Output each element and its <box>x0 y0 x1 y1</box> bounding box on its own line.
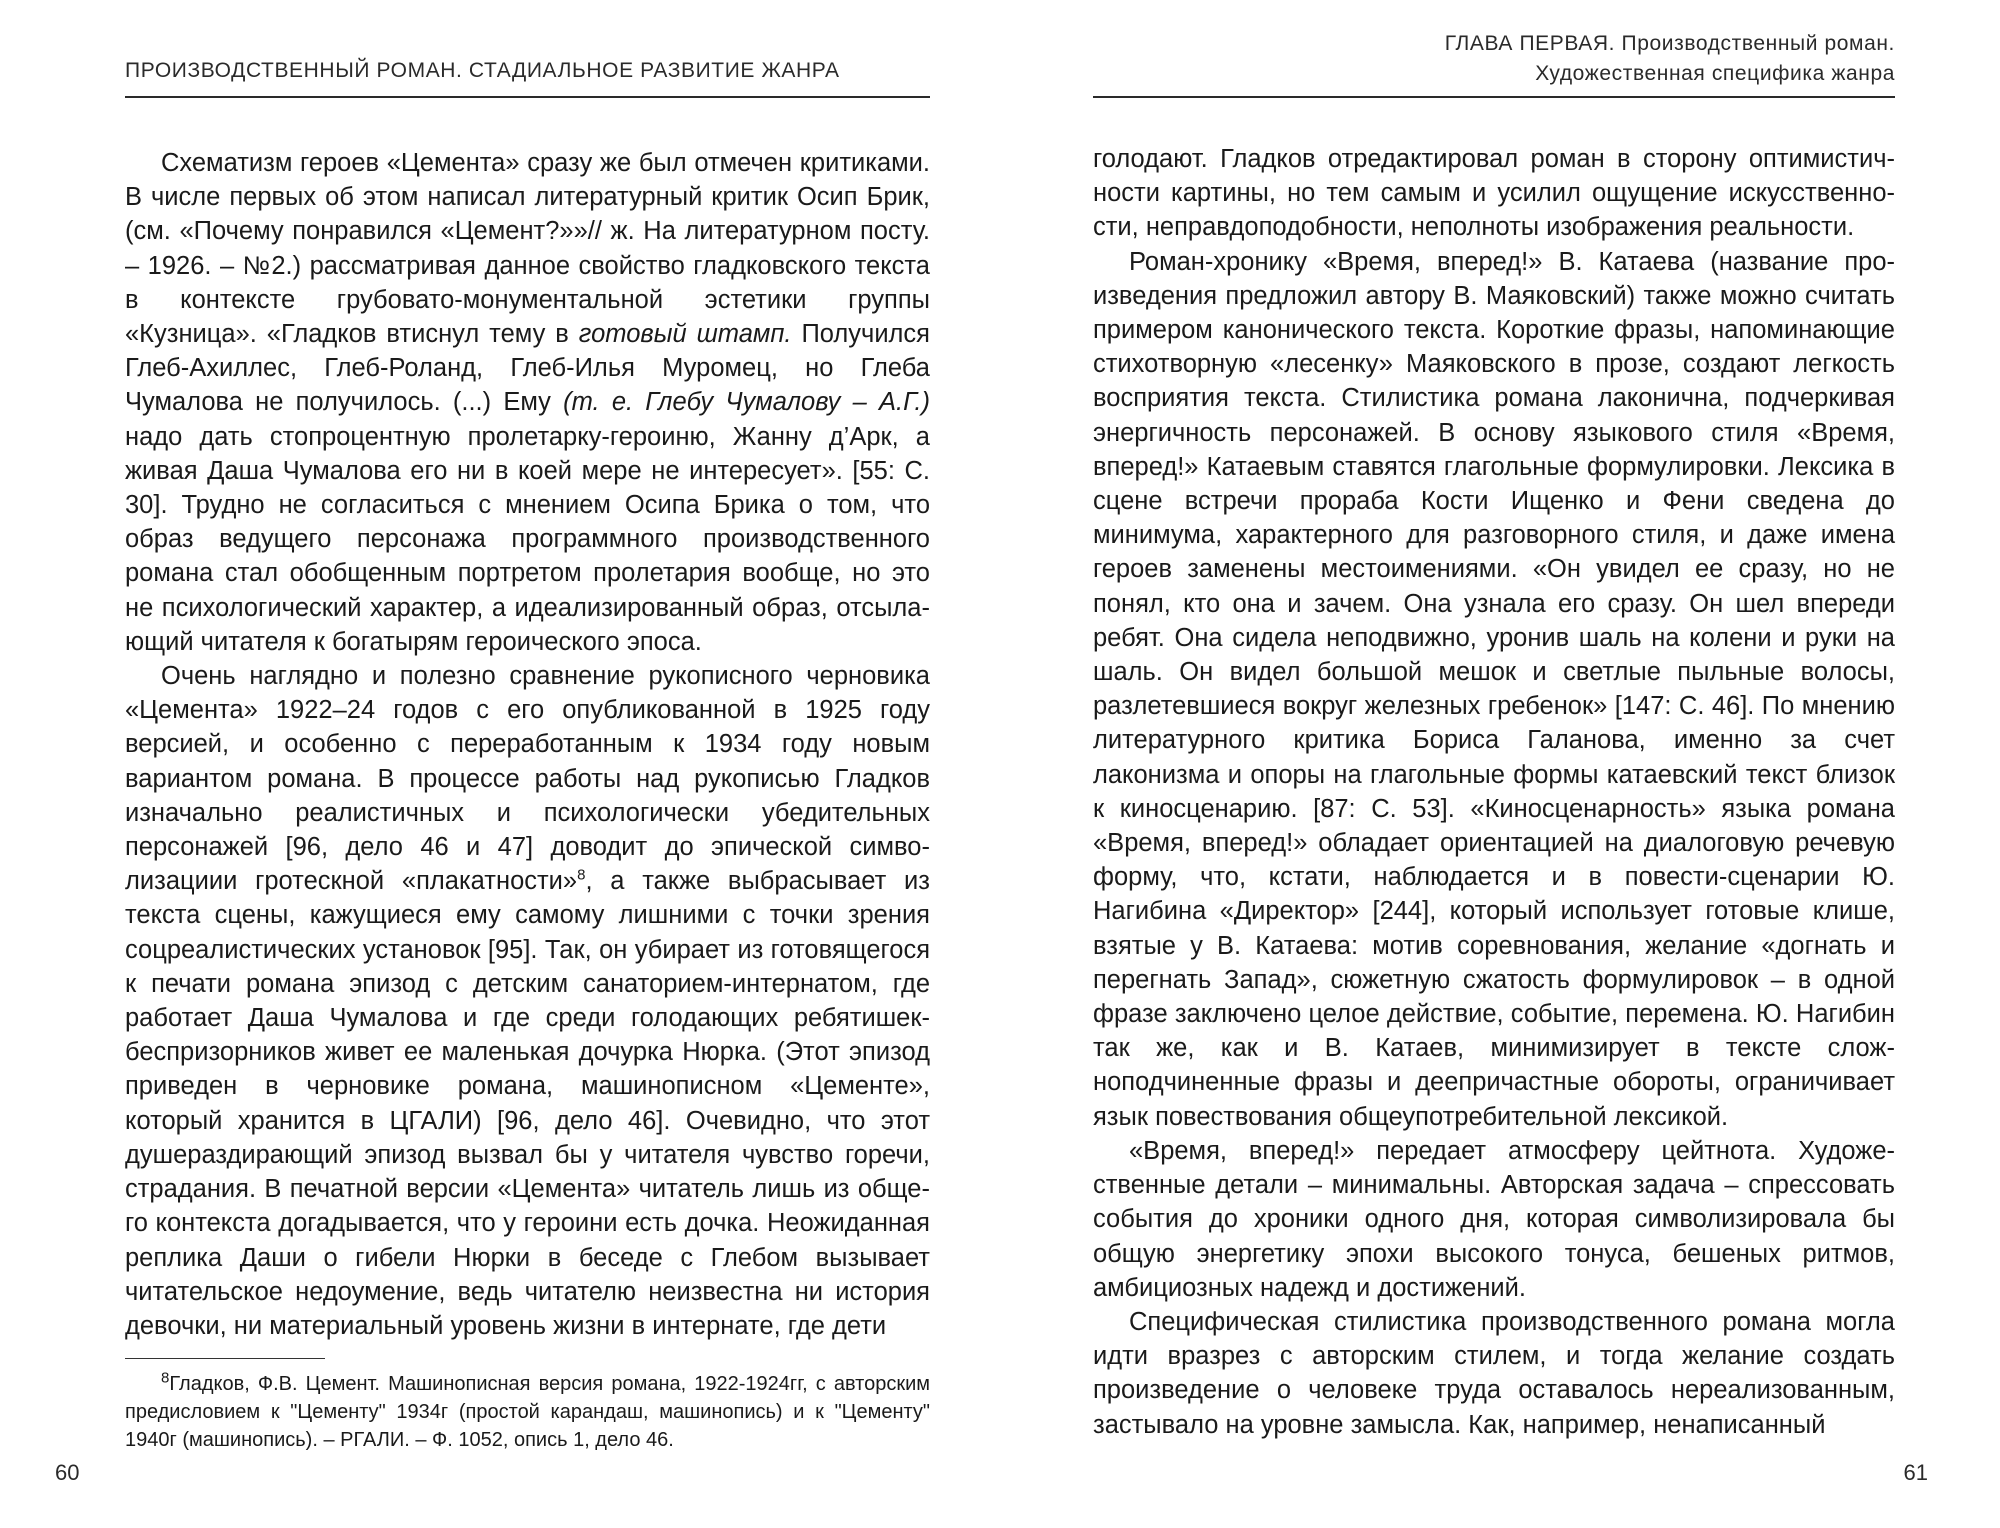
text-run: Схематизм героев «Цемента» сразу же был отмечен критиками. В числе первых об этом написал литературный критик Осип Брик, (см. «Почему понравился «Цемент?»»// ж. На литературном посту. – 1926. – №2.) рассматривая данное свойство гладковского текста в контексте грубовато-монументальной эстетики группы «Кузница». «Гладков втиснул тему в <box>125 149 930 349</box>
text-run: надо дать стопроцентную пролетарку-героиню, Жанну д’Арк, а живая Даша Чумалова его ни в коей мере не интересует». [55: С. 30]. Трудно не согласиться с мнением Осипа Брика о том, что образ ведущего персонажа программного производственного романа стал обобщенным портретом пролетария вообще, но это не психологический характер, а идеализированный образ, отсылающий читателя к богатырям героического эпоса. <box>125 422 930 656</box>
footnote-mark: 8 <box>161 1369 170 1387</box>
running-head-line: ГЛАВА ПЕРВАЯ. Производственный роман. <box>1444 32 1895 55</box>
header-rule <box>125 96 930 98</box>
paragraph <box>125 146 930 659</box>
right-page <box>1093 0 1928 1528</box>
text-run: , а также выбрасывает из текста сцены, кажущиеся ему самому лишними с точки зрения соцреалистических установок [95]. Так, он убирает из готовящегося к печати романа эпизод с детским санаторием-интернатом, где работает Даша Чумалова и где среди голодающих ребятишек-беспризорников живет ее маленькая дочурка Нюрка. (Этот эпизод приведен в черновике романа, машинописном «Цементе», который хранится в ЦГАЛИ) [96, дело 46]. Очевидно, что этот душераздирающий эпизод вызвал бы у читателя чувство горечи, страдания. В печатной версии «Цемента» читатель лишь из общего контекста догадывается, что у героини есть дочка. Неожиданная реплика Даши о гибели Нюрки в беседе с Глебом вызывает читательское недоумение, ведь читателю неизвестна ни история девочки, ни материальный уровень жизни в интернате, где дети <box>125 867 930 1340</box>
paragraph: голодают. Гладков отредактировал роман в сторону оптимистичности картины, но тем самым и усилил ощущение искусственности, неправдоподобности, неполноты изображения реальности. <box>1093 145 1895 242</box>
paragraph: Специфическая стилистика производственного романа могла идти вразрез с авторским стилем, и тогда желание создать произведение о человеке труда оставалось нереализованным, застывало на уровне замысла. Как, например, ненаписанный <box>1093 1307 1895 1439</box>
body-text <box>1093 142 1895 1442</box>
running-head-line: Художественная специфика жанра <box>1535 62 1895 85</box>
header-rule <box>1093 96 1895 98</box>
italic-note: (т. е. Глебу Чумалову – А.Г.) <box>563 388 930 417</box>
text-run: Гладков, Ф.В. Цемент. Машинописная версия романа, 1922-1924гг, с авторским предисловием к "Цементу" 1934г (простой карандаш, машинопись) и к "Цементу" 1940г (машинопись). – РГАЛИ. – Ф. 1052, опись 1, дело 46. <box>125 1373 930 1451</box>
running-head <box>1093 29 1895 89</box>
footnote-ref[interactable]: 8 <box>577 866 586 884</box>
running-head: ПРОИЗВОДСТВЕННЫЙ РОМАН. СТАДИАЛЬНОЕ РАЗВИТИЕ ЖАНРА <box>125 59 840 82</box>
left-page <box>55 0 930 1528</box>
text-run: Очень наглядно и полезно сравнение рукописного черновика «Цемента» 1922–24 годов с его опубликованной в 1925 году версией, и особенно с переработанным к 1934 году новым вариантом романа. В процессе работы над рукописью Гладков изначально реалистичных и психологически убедительных персонажей [96, дело 46 и 47] доводит до эпической символизациии гротескной «плакатности» <box>125 662 930 896</box>
paragraph: Роман-хронику «Время, вперед!» В. Катаева (название произведения предложил автору В. Маяковский) также можно считать примером канонического текста. Короткие фразы, напоминающие стихотворную «лесенку» Маяковского в прозе, создают легкость восприятия текста. Стилистика романа лаконична, подчеркивая энергичность персонажей. В основу языкового стиля «Время, вперед!» Катаевым ставятся глагольные формулировки. Лексика в сцене встречи прораба Кости Ищенко и Фени сведена до минимума, характерного для разговорного стиля, и даже имена героев заменены местоимениями. «Он увидел ее сразу, но не понял, кто она и зачем. Она узнала его сразу. Он шел впереди ребят. Она сидела неподвижно, уронив шаль на колени и руки на шаль. Он видел большой мешок и светлые пыльные волосы, разлетевшиеся вокруг железных гребенок» [147: С. 46]. По мнению литературного критика Бориса Галанова, именно за счет лаконизма и опоры на глагольные формы катаевский текст близок к киносценарию. [87: С. 53]. «Киносценарность» языка романа «Время, вперед!» обладает ориентацией на диалоговую речевую форму, что, кстати, наблюдается и в повести-сценарии Ю. Нагибина «Директор» [244], который использует готовые клише, взятые у В. Катаева: мотив соревнования, желание «догнать и перегнать Запад», сюжетную сжатость формулировок – в одной фразе заключено целое действие, событие, перемена. Ю. Нагибин так же, как и В. Катаев, минимизирует в тексте сложноподчиненные фразы и деепричастные обороты, ограничивает язык повествования общеупотребительной лексикой. <box>1093 247 1895 1131</box>
footnote-text <box>125 1370 930 1454</box>
italic-quote: готовый штамп. <box>578 320 792 349</box>
page-number: 60 <box>55 1460 80 1485</box>
footnote-rule <box>125 1358 325 1359</box>
body-text <box>125 146 930 1343</box>
paragraph <box>125 659 930 1343</box>
page-number: 61 <box>1903 1460 1928 1485</box>
text-run: Получился Глеб-Ахиллес, Глеб-Роланд, Глеб-Илья Муромец, но Глеба Чумалова не получилось. (...) Ему <box>125 320 930 417</box>
footnote <box>125 1370 930 1454</box>
paragraph: «Время, вперед!» передает атмосферу цейтнота. Художественные детали – минимальны. Авторская задача – спрессовать события до хроники одного дня, которая символизировала бы общую энергетику эпохи высокого тонуса, бешеных ритмов, амбициозных надежд и достижений. <box>1093 1136 1895 1302</box>
